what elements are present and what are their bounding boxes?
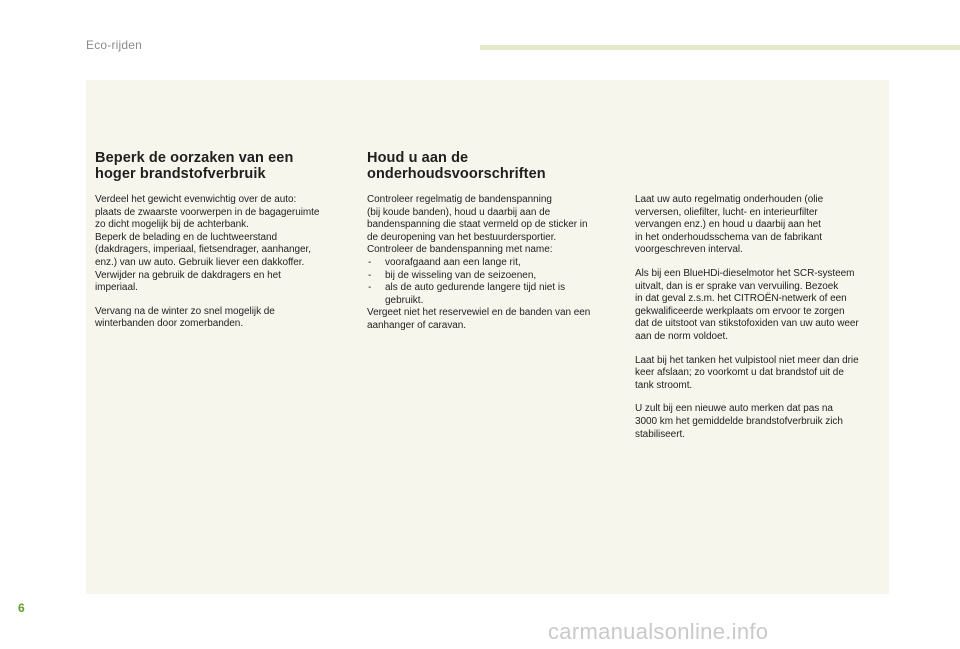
list-item: - bij de wisseling van de seizoenen, (367, 270, 617, 283)
list-item: - als de auto gedurende langere tijd niet is gebruikt. (367, 282, 617, 307)
paragraph-winter-tyres: Vervang na de winter zo snel mogelijk de winterbanden door zomerbanden. (95, 305, 275, 330)
paragraph-tyre-pressure: Controleer regelmatig de bandenspanning (bij koude banden), houd u daarbij aan de bandenspanning die staat vermeld op de sticker in de deuropening van het bestuurdersportier. Controleer de bandenspanning met name: (367, 194, 588, 256)
paragraph-refuelling: Laat bij het tanken het vulpistool niet meer dan drie keer afslaan; zo voorkomt u dat brandstof uit de tank stroomt. (635, 354, 859, 391)
paragraph-new-car: U zult bij een nieuwe auto merken dat pas na 3000 km het gemiddelde brandstofverbruik zich stabiliseert. (635, 403, 843, 440)
column-maintenance (367, 151, 617, 344)
paragraph-regular-service: Laat uw auto regelmatig onderhouden (olie verversen, oliefilter, lucht- en interieurfilter vervangen enz.) en houd u daarbij aan het in het onderhoudsschema van de fabrikant voorgeschreven interval. (635, 194, 824, 256)
heading-reduce-consumption: Beperk de oorzaken van een hoger brandstofverbruik (95, 150, 294, 182)
heading-maintenance: Houd u aan de onderhoudsvoorschriften (367, 150, 546, 182)
section-title: Eco-rijden (86, 38, 143, 52)
watermark: carmanualsonline.info (548, 619, 769, 644)
page-number: 6 (18, 601, 25, 615)
paragraph-weight-distribution: Verdeel het gewicht evenwichtig over de auto: plaats de zwaarste voorwerpen in de bagageruimte zo dicht mogelijk bij de achterbank. Beperk de belading en de luchtweerstand (dakdragers, imperiaal, fietsendrager, aanhanger, enz.) van uw auto. Gebruik liever een dakkoffer. Verwijder na gebruik de dakdragers en het imperiaal. (95, 194, 320, 294)
tyre-check-list (367, 257, 617, 307)
paragraph-spare-wheel: Vergeet niet het reservewiel en de banden van een aanhanger of caravan. (367, 307, 591, 331)
header-accent-bar (480, 45, 960, 50)
paragraph-scr-system: Als bij een BlueHDi-dieselmotor het SCR-systeem uitvalt, dan is er sprake van vervuiling. Bezoek in dat geval z.s.m. het CITROËN-netwerk of een gekwalificeerde werkplaats om ervoor te zorgen dat de uitstoot van stikstofoxiden van uw auto weer aan de norm voldoet. (635, 267, 859, 342)
list-item: - voorafgaand aan een lange rit, (367, 257, 617, 270)
column-service (635, 194, 885, 452)
column-vehicle-load (95, 151, 353, 342)
